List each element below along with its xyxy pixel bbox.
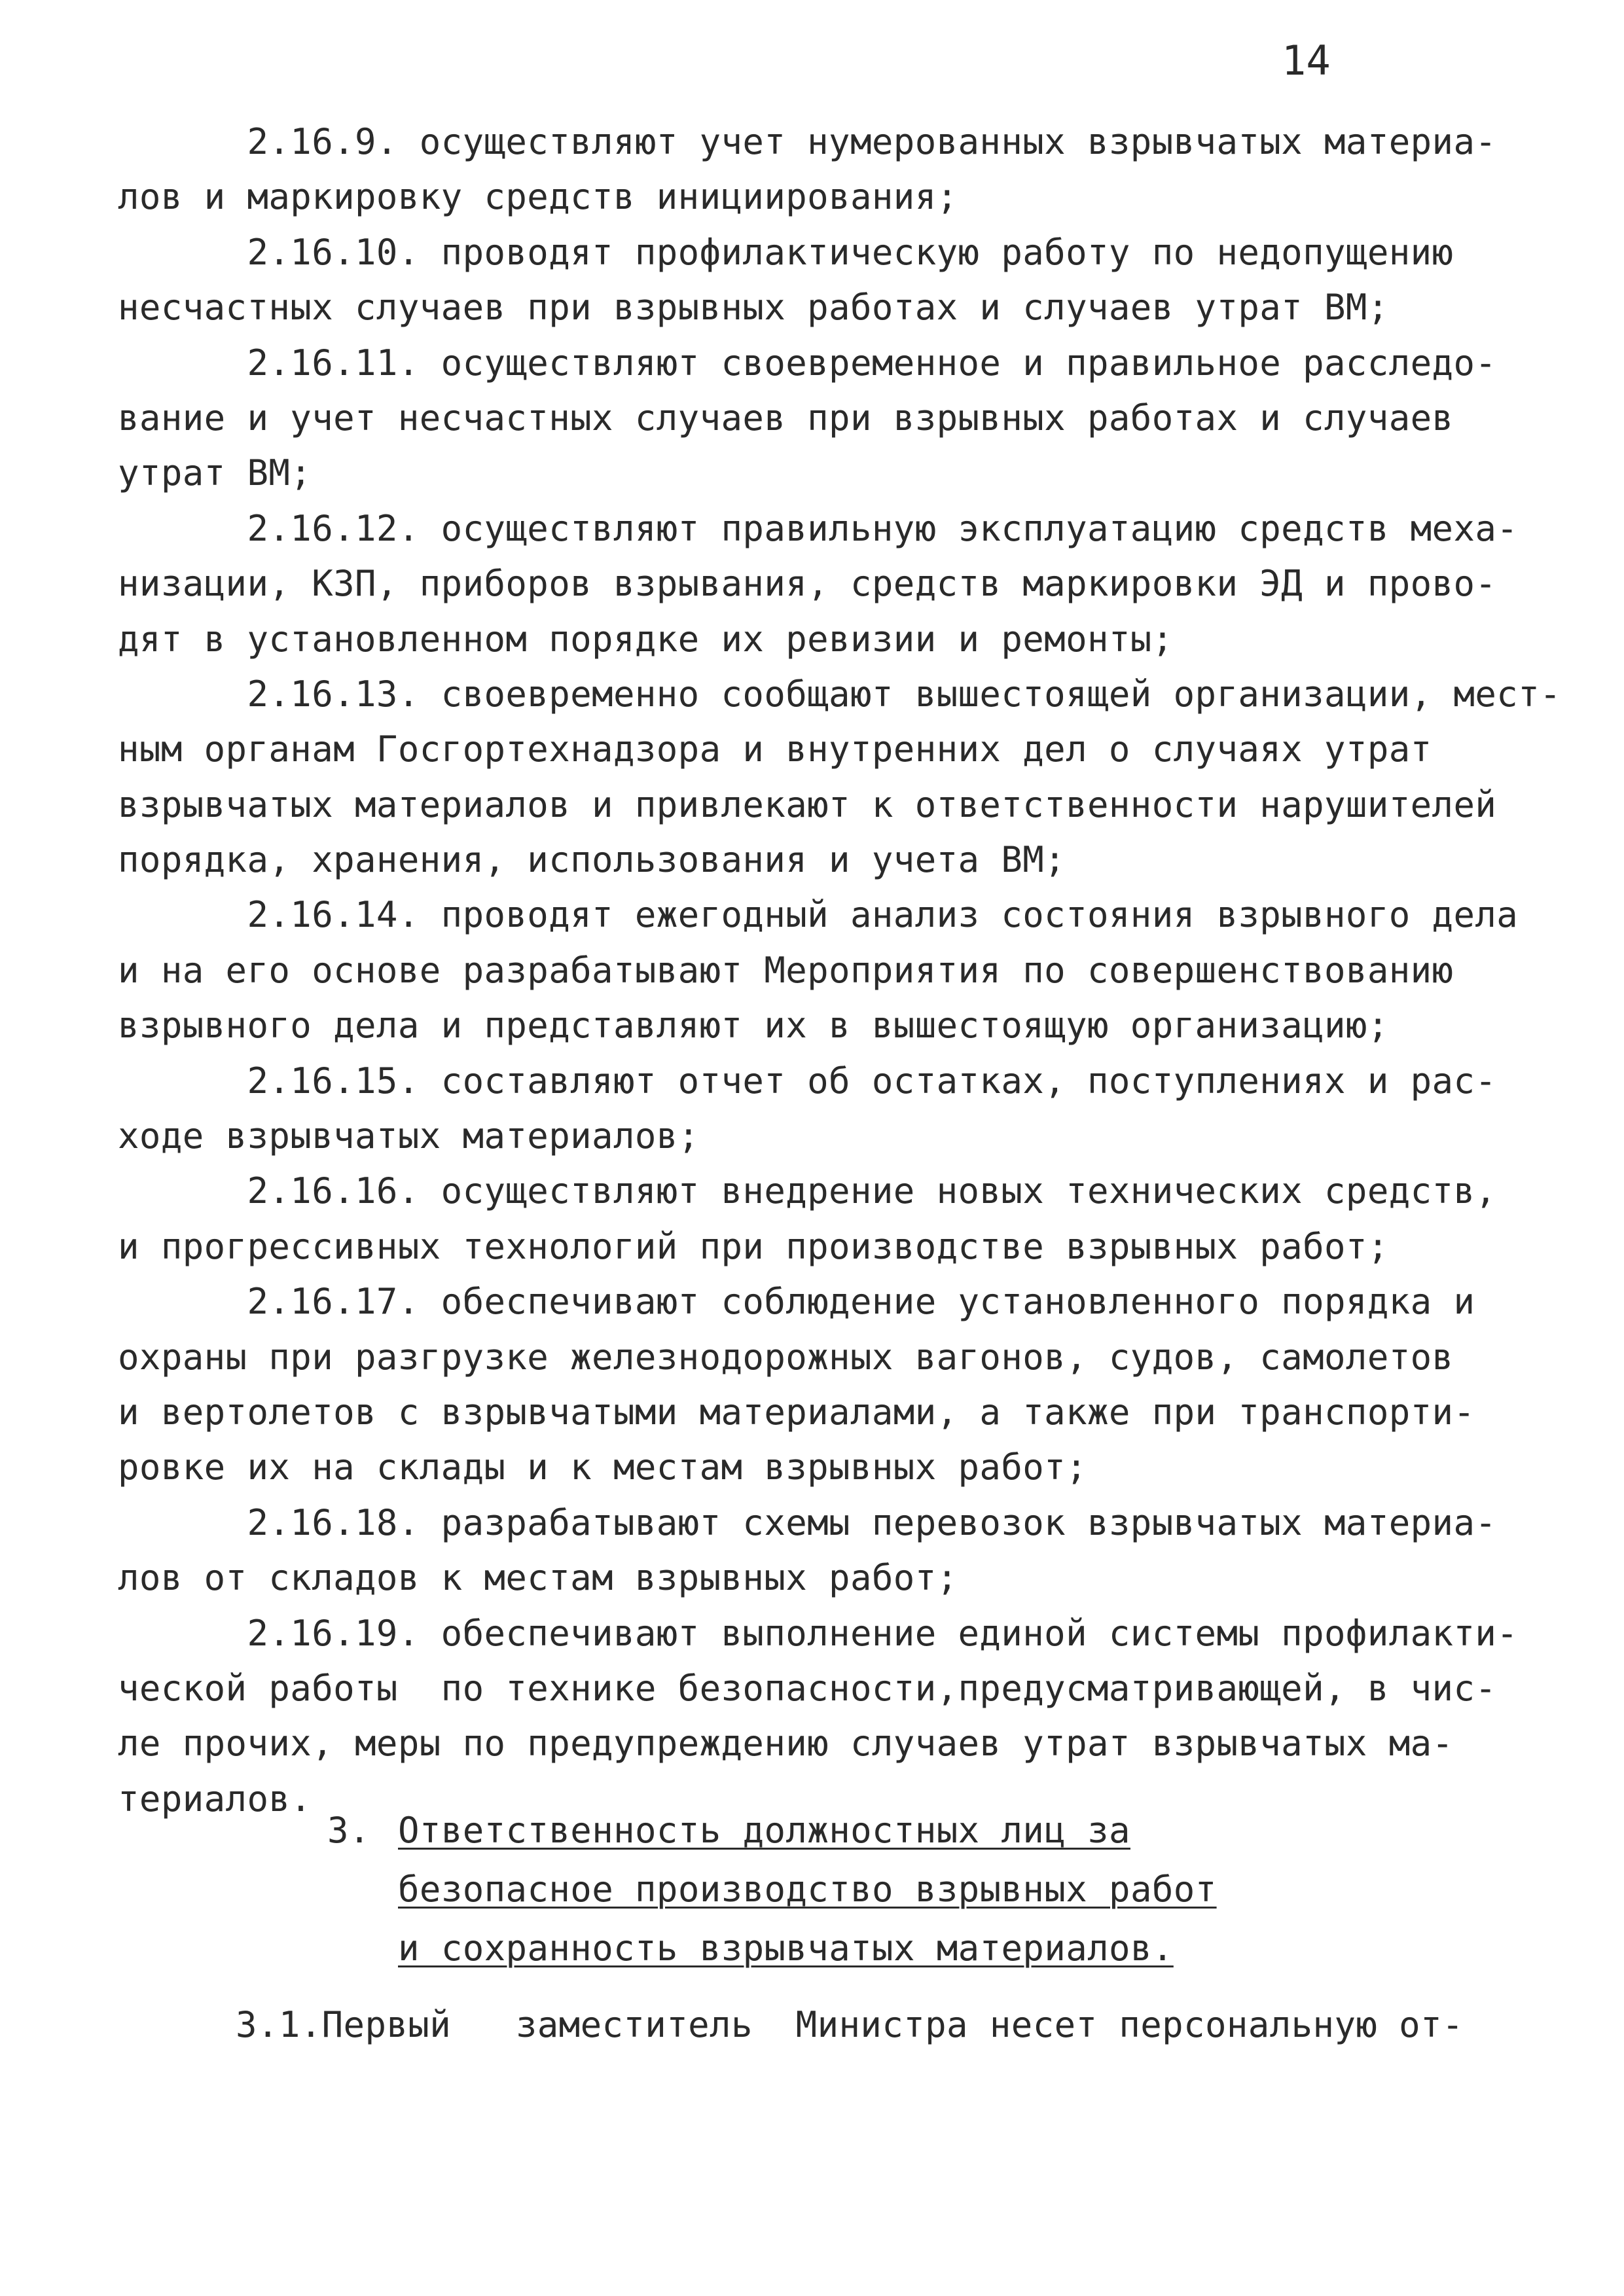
text-line: 2.16.9. осуществляют учет нумерованных взрывчатых материа-	[118, 121, 1497, 162]
text-line: охраны при разгрузке железнодорожных вагонов, судов, самолетов	[118, 1336, 1454, 1378]
body-text	[118, 115, 1562, 1827]
section-title-line: безопасное производство взрывных работ	[398, 1869, 1217, 1910]
text-line: ровке их на склады и к местам взрывных работ;	[118, 1446, 1087, 1488]
text-line: 2.16.17. обеспечивают соблюдение установленного порядка и	[118, 1281, 1475, 1323]
text-line: и на его основе разрабатывают Мероприятия по совершенствованию	[118, 949, 1454, 991]
text-line: утрат ВМ;	[118, 452, 312, 494]
text-line: и прогрессивных технологий при производстве взрывных работ;	[118, 1225, 1389, 1267]
text-line: териалов.	[118, 1778, 312, 1820]
text-line: 2.16.18. разрабатывают схемы перевозок взрывчатых материа-	[118, 1501, 1497, 1543]
text-line: низации, КЗП, приборов взрывания, средств маркировки ЭД и прово-	[118, 563, 1497, 605]
text-line: ным органам Госгортехнадзора и внутренних дел о случаях утрат	[118, 728, 1432, 770]
text-line: 2.16.13. своевременно сообщают вышестоящей организации, мест-	[118, 673, 1562, 715]
text-line: 2.16.19. обеспечивают выполнение единой системы профилакти-	[118, 1612, 1519, 1654]
text-line: лов от складов к местам взрывных работ;	[118, 1557, 958, 1599]
text-line: 2.16.14. проводят ежегодный анализ состояния взрывного дела	[118, 894, 1519, 936]
text-line: лов и маркировку средств инициирования;	[118, 176, 958, 218]
section-title-line: и сохранность взрывчатых материалов.	[398, 1928, 1174, 1969]
section-heading-line	[327, 1860, 1375, 1919]
text-line: и вертолетов с взрывчатыми материалами, а также при транспорти-	[118, 1391, 1475, 1433]
text-line: вание и учет несчастных случаев при взрывных работах и случаев	[118, 397, 1454, 439]
text-line: дят в установленном порядке их ревизии и ремонты;	[118, 618, 1174, 660]
text-line: взрывного дела и представляют их в вышестоящую организацию;	[118, 1005, 1389, 1047]
page-number: 14	[1282, 37, 1331, 84]
text-line: 2.16.15. составляют отчет об остатках, поступлениях и рас-	[118, 1060, 1497, 1102]
text-line: 2.16.10. проводят профилактическую работу по недопущению	[118, 231, 1454, 273]
text-line: 2.16.11. осуществляют своевременное и правильное расследо-	[118, 342, 1497, 384]
text-line: ходе взрывчатых материалов;	[118, 1115, 700, 1157]
text-line: ческой работы по технике безопасности,предусматривающей, в чис-	[118, 1667, 1497, 1709]
text-line: порядка, хранения, использования и учета ВМ;	[118, 839, 1066, 881]
text-line: несчастных случаев при взрывных работах и случаев утрат ВМ;	[118, 287, 1389, 329]
section-heading-line	[327, 1919, 1375, 1978]
section-heading	[327, 1801, 1375, 1978]
section-title-line: Ответственность должностных лиц за	[398, 1810, 1130, 1851]
paragraph-start: 3.1.Первый заместитель Министра несет персональную от-	[236, 2004, 1464, 2045]
section-heading-line	[327, 1801, 1375, 1860]
text-line: 2.16.12. осуществляют правильную эксплуатацию средств меха-	[118, 507, 1519, 549]
text-line: 2.16.16. осуществляют внедрение новых технических средств,	[118, 1170, 1497, 1212]
text-line: взрывчатых материалов и привлекают к ответственности нарушителей	[118, 783, 1497, 825]
section-number: 3.	[327, 1810, 370, 1851]
text-line: ле прочих, меры по предупреждению случаев утрат взрывчатых ма-	[118, 1723, 1454, 1765]
